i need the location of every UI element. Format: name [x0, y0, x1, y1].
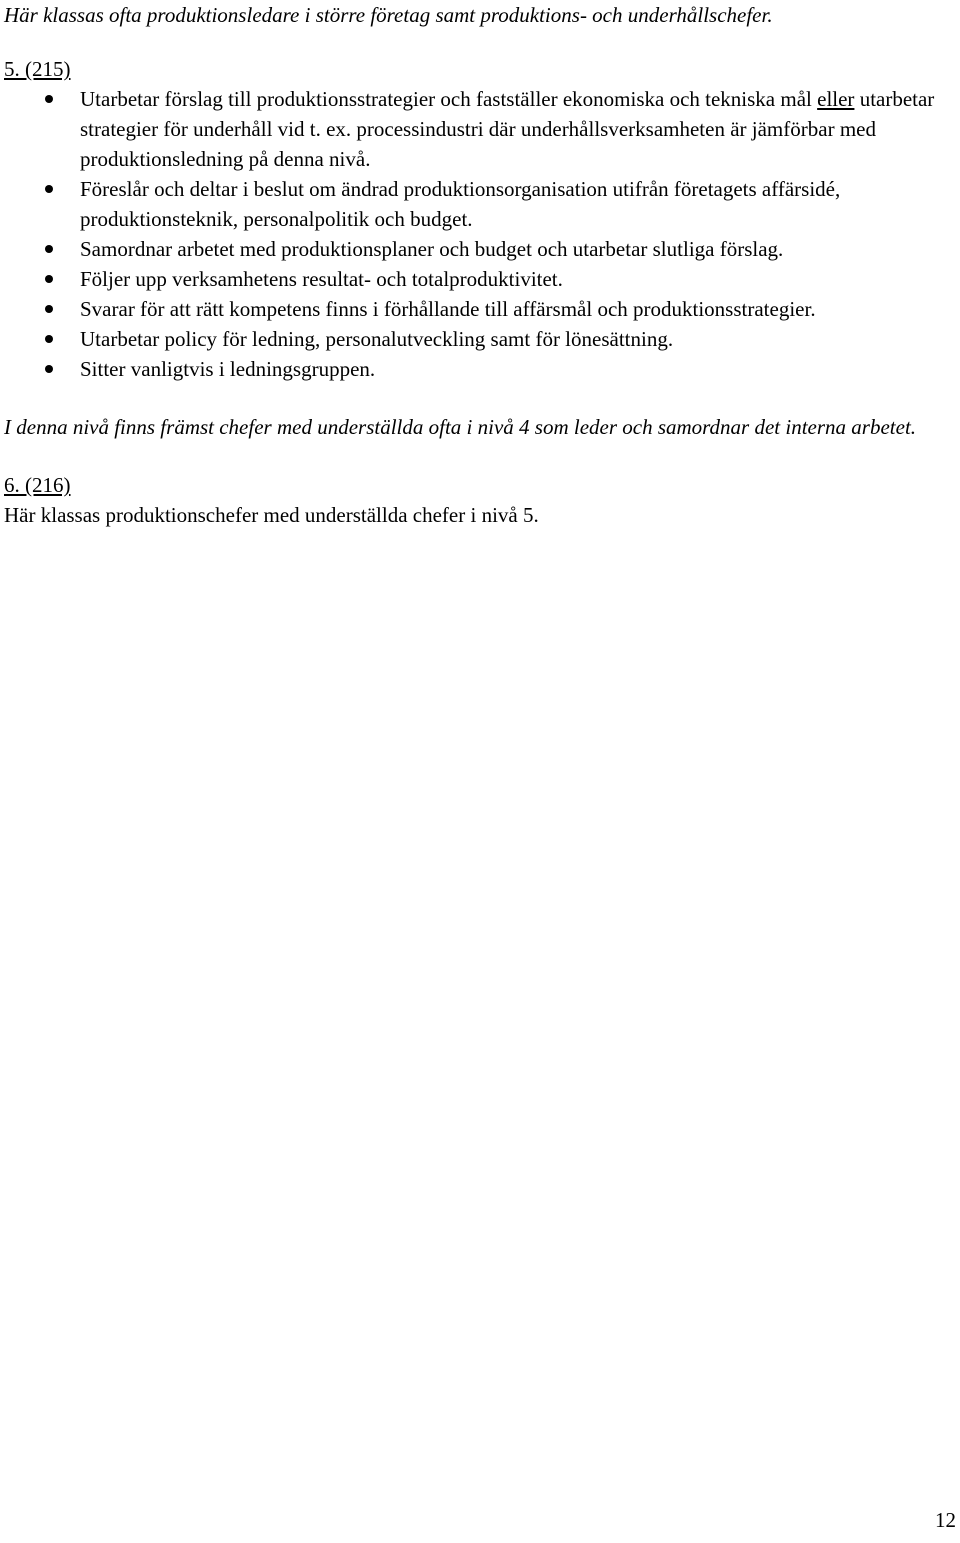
list-item	[4, 264, 954, 294]
list-item	[4, 294, 954, 324]
document-page	[4, 0, 954, 530]
list-item	[4, 174, 954, 234]
list-item-text: Svarar för att rätt kompetens finns i förhållande till affärsmål och produktionsstrategier.	[80, 297, 816, 321]
section-5-heading: 5. (215)	[4, 57, 71, 81]
bullet-icon	[45, 365, 53, 373]
list-item-text: Följer upp verksamhetens resultat- och totalproduktivitet.	[80, 267, 563, 291]
bullet-icon	[45, 275, 53, 283]
section-6	[4, 470, 954, 530]
bullet-icon	[45, 95, 53, 103]
underlined-word: eller	[817, 87, 855, 111]
list-item	[4, 84, 954, 174]
section-5	[4, 54, 954, 442]
list-item-text: Utarbetar förslag till produktionsstrategier och fastställer ekonomiska och tekniska mål eller utarbetar strategier för underhåll vid t. ex. processindustri där underhållsverksamheten är jämförbar med produktionsledning på denna nivå.	[80, 87, 935, 171]
list-item	[4, 354, 954, 384]
bullet-icon	[45, 335, 53, 343]
section-6-text: Här klassas produktionschefer med underställda chefer i nivå 5.	[4, 503, 539, 527]
list-item	[4, 234, 954, 264]
list-item-text: Föreslår och deltar i beslut om ändrad produktionsorganisation utifrån företagets affärsidé, produktionsteknik, personalpolitik och budget.	[80, 177, 841, 231]
bullet-icon	[45, 245, 53, 253]
section-5-bullet-list	[4, 84, 954, 384]
section-5-summary: I denna nivå finns främst chefer med underställda ofta i nivå 4 som leder och samordnar det interna arbetet.	[4, 415, 917, 439]
intro-text: Här klassas ofta produktionsledare i större företag samt produktions- och underhållschefer.	[4, 3, 773, 27]
section-6-heading: 6. (216)	[4, 473, 71, 497]
list-item-text: Samordnar arbetet med produktionsplaner och budget och utarbetar slutliga förslag.	[80, 237, 784, 261]
bullet-icon	[45, 185, 53, 193]
list-item-text: Sitter vanligtvis i ledningsgruppen.	[80, 357, 376, 381]
bullet-icon	[45, 305, 53, 313]
list-item	[4, 324, 954, 354]
list-item-text: Utarbetar policy för ledning, personalutveckling samt för lönesättning.	[80, 327, 674, 351]
page-number: 12	[935, 1508, 956, 1532]
